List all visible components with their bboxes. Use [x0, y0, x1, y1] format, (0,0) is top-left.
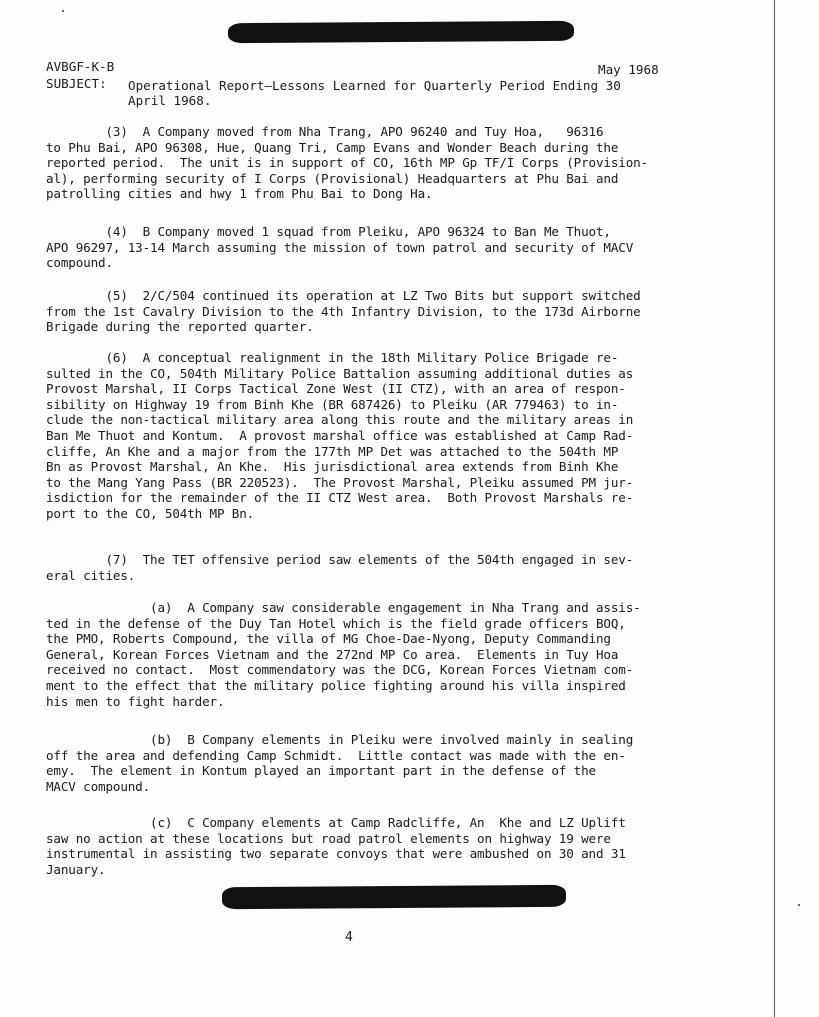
- scan-speck: [62, 10, 64, 12]
- paragraph-7a: (a) A Company saw considerable engagement in Nha Trang and assis- ted in the defense of the Duy Tan Hotel which is the field grade officers BOQ, the PMO, Roberts Compound, the villa of MG Choe-Dae-Nyong, Deputy Commanding General, Korean Forces Vietnam and the 272nd MP Co area. Elements in Tuy Hoa received no contact. Most commendatory was the DCG, Korean Forces Vietnam com- ment to the effect that the military police fighting around his villa inspired his men to fight harder.: [46, 600, 641, 709]
- paragraph-3: (3) A Company moved from Nha Trang, APO 96240 and Tuy Hoa, 96316 to Phu Bai, APO 96308, Hue, Quang Tri, Camp Evans and Wonder Beach during the reported period. The unit is in support of CO, 16th MP Gp TF/I Corps (Provision- al), performing security of I Corps (Provisional) Headquarters at Phu Bai and patrolling cities and hwy 1 from Phu Bai to Dong Ha.: [46, 124, 648, 202]
- scan-speck: [798, 904, 800, 906]
- paragraph-6: (6) A conceptual realignment in the 18th Military Police Brigade re- sulted in the CO, 504th Military Police Battalion assuming additional duties as Provost Marshal, II Corps Tactical Zone West (II CTZ), with an area of respon- sibility on Highway 19 from Binh Khe (BR 687426) to Pleiku (AR 779463) to in- clude the non-tactical military area along this route and the military areas in Ban Me Thuot and Kontum. A provost marshal office was established at Camp Rad- cliffe, An Khe and a major from the 177th MP Det was attached to the 504th MP Bn as Provost Marshal, An Khe. His jurisdictional area extends from Binh Khe to the Mang Yang Pass (BR 220523). The Provost Marshal, Pleiku assumed PM jur- isdiction for the remainder of the II CTZ West area. Both Provost Marshals re- port to the CO, 504th MP Bn.: [46, 350, 634, 521]
- paragraph-7: (7) The TET offensive period saw elements of the 504th engaged in sev- eral cities.: [46, 552, 634, 583]
- subject-line-1: Operational Report—Lessons Learned for Quarterly Period Ending 30: [128, 78, 621, 93]
- redacted-classification-top: [228, 21, 574, 43]
- paragraph-7b: (b) B Company elements in Pleiku were involved mainly in sealing off the area and defending Camp Schmidt. Little contact was made with the en- emy. The element in Kontum played an important part in the defense of the MACV compound.: [46, 732, 634, 794]
- paragraph-5: (5) 2/C/504 continued its operation at LZ Two Bits but support switched from the 1st Cavalry Division to the 4th Infantry Division, to the 173d Airborne Brigade during the reported quarter.: [46, 288, 641, 335]
- office-code: AVBGF-K-B: [46, 59, 115, 74]
- document-date: May 1968: [598, 62, 659, 77]
- subject-label: SUBJECT:: [46, 76, 107, 91]
- subject-line-2: April 1968.: [128, 93, 212, 108]
- page-number: 4: [345, 930, 353, 945]
- paragraph-4: (4) B Company moved 1 squad from Pleiku, APO 96324 to Ban Me Thuot, APO 96297, 13-14 March assuming the mission of town patrol and security of MACV compound.: [46, 224, 634, 271]
- page-edge-line: [774, 0, 775, 1017]
- paragraph-7c: (c) C Company elements at Camp Radcliffe, An Khe and LZ Uplift saw no action at these locations but road patrol elements on highway 19 were instrumental in assisting two separate convoys that were ambushed on 30 and 31 January.: [46, 815, 626, 877]
- redacted-classification-bottom: [222, 885, 566, 909]
